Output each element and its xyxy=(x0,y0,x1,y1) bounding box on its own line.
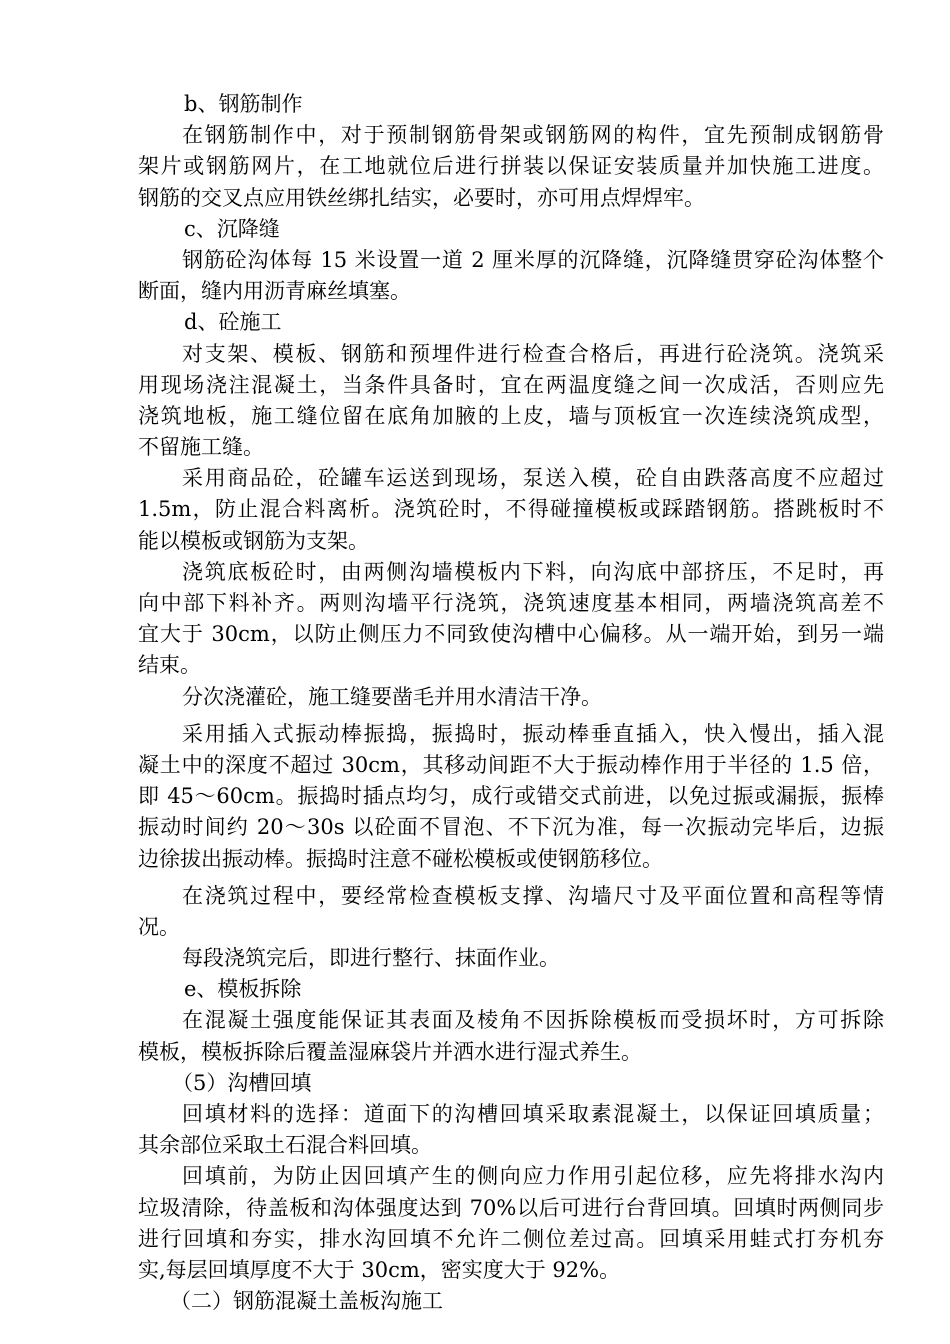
paragraph-line: 边徐拔出振动棒。振捣时注意不碰松模板或使钢筋移位。 xyxy=(138,846,663,871)
paragraph-line: 对支架、模板、钢筋和预埋件进行检查合格后，再进行砼浇筑。浇筑采 xyxy=(182,341,884,366)
paragraph-line: 在混凝土强度能保证其表面及棱角不因拆除模板而受损坏时，方可拆除 xyxy=(182,1008,884,1033)
paragraph-line: 浇筑底板砼时，由两侧沟墙模板内下料，向沟底中部挤压，不足时，再 xyxy=(182,559,884,584)
document-body xyxy=(138,89,884,1317)
section-heading-d: d、砼施工 xyxy=(184,310,282,335)
section-heading-c: c、沉降缝 xyxy=(184,216,280,241)
paragraph-line: 向中部下料补齐。两则沟墙平行浇筑，浇筑速度基本相同，两墙浇筑高差不 xyxy=(138,591,884,615)
paragraph-line: 架片或钢筋网片，在工地就位后进行拼装以保证安装质量并加快施工进度。 xyxy=(138,154,884,179)
section-heading-b: b、钢筋制作 xyxy=(184,92,303,116)
paragraph-line: 垃圾清除，待盖板和沟体强度达到 70%以后可进行台背回填。回填时两侧同步 xyxy=(138,1195,884,1220)
section-heading-e: e、模板拆除 xyxy=(184,977,302,1002)
paragraph-line: 结束。 xyxy=(138,653,201,678)
paragraph-line: 况。 xyxy=(138,914,180,939)
paragraph-line: 回填材料的选择：道面下的沟槽回填采取素混凝土，以保证回填质量； xyxy=(182,1102,884,1126)
paragraph-line: 用现场浇注混凝土，当条件具备时，宜在两温度缝之间一次成活，否则应先 xyxy=(138,372,884,397)
paragraph-line: 不留施工缝。 xyxy=(138,435,264,460)
paragraph-line: 其余部位采取土石混合料回填。 xyxy=(138,1133,432,1158)
paragraph-line: 在钢筋制作中，对于预制钢筋骨架或钢筋网的构件，宜先预制成钢筋骨 xyxy=(182,123,884,148)
paragraph-line: 即 45～60cm。振捣时插点均匀，成行或错交式前进，以免过振或漏振，振棒 xyxy=(138,784,884,809)
section-heading-2: （二）钢筋混凝土盖板沟施工 xyxy=(170,1289,443,1314)
paragraph-line: 钢筋砼沟体每 15 米设置一道 2 厘米厚的沉降缝，沉降缝贯穿砼沟体整个 xyxy=(182,247,884,272)
paragraph-line: 能以模板或钢筋为支架。 xyxy=(138,528,369,553)
section-heading-5: （5）沟槽回填 xyxy=(172,1070,312,1095)
paragraph-line: 采用商品砼，砼罐车运送到现场，泵送入模，砼自由跌落高度不应超过 xyxy=(182,466,884,491)
paragraph-line: 回填前，为防止因回填产生的侧向应力作用引起位移，应先将排水沟内 xyxy=(182,1164,884,1189)
paragraph-line: 在浇筑过程中，要经常检查模板支撑、沟墙尺寸及平面位置和高程等情 xyxy=(182,883,884,908)
paragraph-line: 实,每层回填厚度不大于 30cm，密实度大于 92%。 xyxy=(138,1257,621,1282)
paragraph-line: 宜大于 30cm，以防止侧压力不同致使沟槽中心偏移。从一端开始，到另一端 xyxy=(138,622,884,647)
paragraph-line: 分次浇灌砼，施工缝要凿毛并用水清洁干净。 xyxy=(182,684,602,709)
paragraph-line: 凝土中的深度不超过 30cm，其移动间距不大于振动棒作用于半径的 1.5 倍， xyxy=(138,752,884,777)
paragraph-line: 浇筑地板，施工缝位留在底角加腋的上皮，墙与顶板宜一次连续浇筑成型， xyxy=(138,403,884,428)
paragraph-line: 1.5m，防止混合料离析。浇筑砼时，不得碰撞模板或踩踏钢筋。搭跳板时不 xyxy=(138,497,884,522)
paragraph-line: 模板，模板拆除后覆盖湿麻袋片并洒水进行湿式养生。 xyxy=(138,1039,642,1064)
paragraph-line: 断面，缝内用沥青麻丝填塞。 xyxy=(138,279,411,304)
paragraph-line: 振动时间约 20～30s 以砼面不冒泡、不下沉为准，每一次振动完毕后，边振 xyxy=(138,815,884,840)
paragraph-line: 进行回填和夯实，排水沟回填不允许二侧位差过高。回填采用蛙式打夯机夯 xyxy=(138,1226,884,1251)
paragraph-line: 每段浇筑完后，即进行整行、抹面作业。 xyxy=(182,946,560,971)
paragraph-line: 钢筋的交叉点应用铁丝绑扎结实，必要时，亦可用点焊焊牢。 xyxy=(138,185,705,210)
paragraph-line: 采用插入式振动棒振捣，振捣时，振动棒垂直插入，快入慢出，插入混 xyxy=(182,721,884,746)
